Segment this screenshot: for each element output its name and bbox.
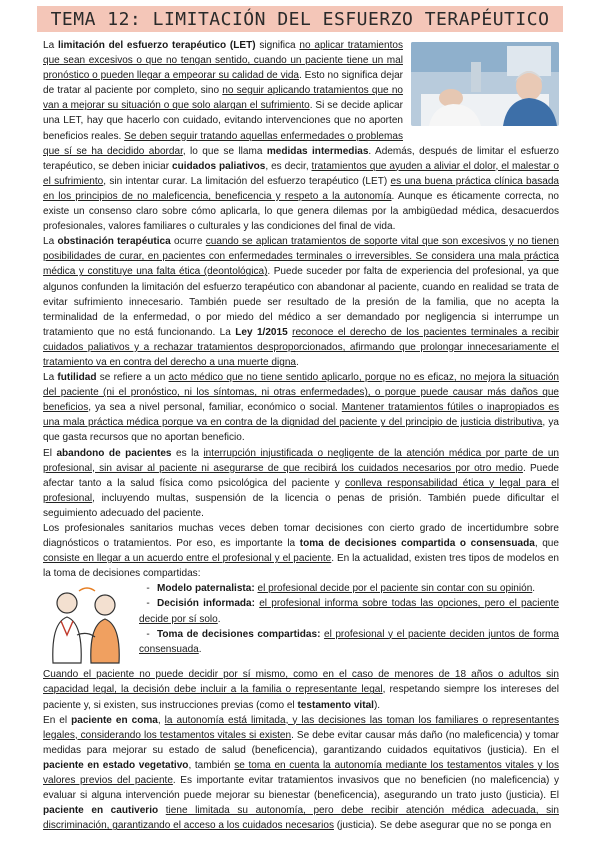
- list-item: - Toma de decisiones compartidas: el profesional y el paciente deciden juntos de forma consensuada.: [139, 628, 559, 655]
- page-title: TEMA 12: LIMITACIÓN DEL ESFUERZO TERAPÉUTICO: [37, 6, 564, 32]
- paragraph-representante: Cuando el paciente no puede decidir por sí mismo, como en el caso de menores de 18 años o adultos sin capacidad legal, la decisión debe incluir a la familia o representante legal, respetando siempre los intereses del paciente y, si existen, sus instrucciones previas (como el testamento vital).: [43, 669, 559, 711]
- document-body: [43, 38, 559, 833]
- hospital-bed-photo: [411, 42, 559, 126]
- illustration-graphic: [45, 583, 129, 665]
- paragraph-coma: En el paciente en coma, la autonomía está limitada, y las decisiones las toman los familiares o representantes legales, considerando los testamentos vitales si existen. Se debe evitar causar más daño (no maleficencia) y tomar medidas para mejorar su estado de salud (beneficencia), garantizando cuidados equitativos (justicia). En el paciente en estado vegetativo, también se toma en cuenta la autonomía mediante los testamentos vitales y los valores previos del paciente. Es importante evitar tratamientos invasivos que no beneficien (no maleficencia) y evaluar si alguna intervención puede mejorar su bienestar (beneficencia), asegurando un trato justo (justicia). El paciente en cautiverio tiene limitada su autonomía, pero debe recibir atención médica adecuada, sin discriminación, garantizando el acceso a los cuidados necesarios (justicia). Se debe asegurar que no se ponga en: [43, 714, 560, 832]
- paragraph-futilidad: La futilidad se refiere a un acto médico que no tiene sentido aplicarlo, porque no es eficaz, no mejora la situación del paciente (ni el pronóstico, ni los síntomas, ni otras enfermedades), o porque puede causar más daños que beneficios, ya sea a nivel personal, familiar, económico o social. Mantener tratamientos fútiles o inapropiados es una mala práctica médica porque va en contra de la dignidad del paciente y del principio de justicia distributiva, ya que gasta recursos que no aportan beneficio.: [43, 372, 560, 444]
- list-item: - Modelo paternalista: el profesional decide por el paciente sin contar con su opinión.: [146, 583, 536, 595]
- list-item: - Decisión informada: el profesional informa sobre todas las opciones, pero el paciente decide por sí solo.: [139, 598, 559, 625]
- title-bar: [0, 6, 600, 32]
- hospital-photo-graphic: [411, 42, 559, 126]
- doctor-patient-illustration: [45, 583, 129, 665]
- paragraph-let: La limitación del esfuerzo terapéutico (LET) significa no aplicar tratamientos que sean excesivos o que no tengan sentido, cuando un paciente tiene un mal pronóstico o pueden llegar a empeorar su calidad de vida. Esto no significa dejar de tratar al paciente por completo, sino no seguir aplicando tratamientos que no van a mejorar su situación o que solo alargan el sufrimiento. Si se decide aplicar una LET, hay que hacerlo con cuidado, evitando intervenciones que no aporten beneficios reales. Se deben seguir tratando aquellas enfermedades o problemas que sí se ha decidido abordar, lo que se llama medidas intermedias. Además, después de limitar el esfuerzo terapéutico, se deben iniciar cuidados paliativos, es decir, tratamientos que ayuden a aliviar el dolor, el malestar o el sufrimiento, sin intentar curar. La limitación del esfuerzo terapéutico (LET) es una buena práctica clínica basada en los principios de no maleficencia, beneficencia y respeto a la autonomía. Aunque es éticamente correcta, no existe un consenso claro sobre cómo aplicarla, lo que genera dilemas por la ambigüedad médica, desacuerdos profesionales, valores familiares o culturales y las condiciones del final de vida.: [43, 40, 560, 233]
- models-list: [139, 581, 559, 656]
- paragraph-obstinacion: La obstinación terapéutica ocurre cuando se aplican tratamientos de soporte vital que son excesivos y no tienen posibilidades de curar, en pacientes con enfermedades terminales o irreversibles. Se considera una mala práctica médica y constituye una falta ética (deontológica). Puede suceder por falta de experiencia del profesional, ya que algunos confunden la limitación del esfuerzo terapéutico con abandonar al paciente, cuando en realidad se trata de evitar sufrimiento innecesario. También puede ser resultado de la presión de la familia, que no acepta la terminalidad de la enfermedad, o por miedo del médico a ser demandado por negligencia si interrumpe un tratamiento que no está funcionando. La Ley 1/2015 reconoce el derecho de los pacientes terminales a recibir cuidados paliativos y a rechazar tratamientos desproporcionados, afirmando que prolongar innecesariamente el tratamiento va en contra del derecho a una muerte digna.: [43, 236, 560, 368]
- paragraph-abandono: El abandono de pacientes es la interrupción injustificada o negligente de la atención médica por parte de un profesional, sin avisar al paciente ni asegurarse de que recibirá los cuidados necesarios por otro medio. Puede afectar tanto a la salud física como psicológica del paciente y conlleva responsabilidad ética y legal para el profesional, incluyendo multas, suspensión de la licencia o penas de prisión. También puede dificultar el seguimiento adecuado del paciente.: [43, 447, 560, 519]
- paragraph-decisiones: Los profesionales sanitarios muchas veces deben tomar decisiones con cierto grado de incertidumbre sobre diagnósticos o tratamientos. Por eso, es importante la toma de decisiones compartida o consensuada, que consiste en llegar a un acuerdo entre el profesional y el paciente. En la actualidad, existen tres tipos de modelos en la toma de decisiones compartidas:: [43, 523, 560, 580]
